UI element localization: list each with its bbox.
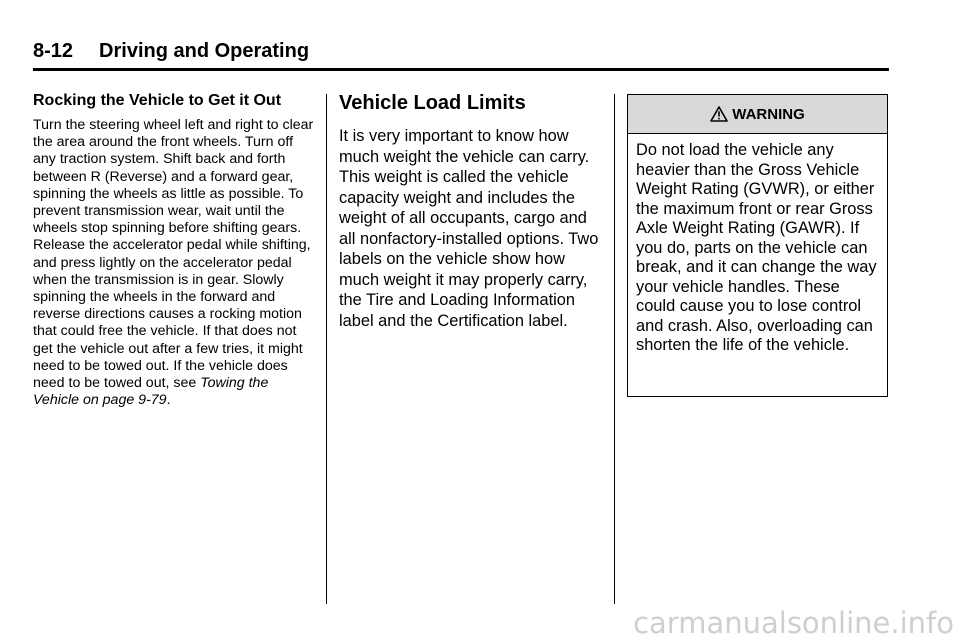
warning-header <box>628 95 887 134</box>
column-divider-right <box>614 94 615 604</box>
vehicle-load-limits-body: It is very important to know how much weight the vehicle can carry. This weight is called the vehicle capacity weight and includes the weight of all occupants, cargo and all nonfactory-installed options. Two labels on the vehicle show how much weight it may properly carry, the Tire and Loading Information label and the Certification label. <box>339 127 599 330</box>
warning-triangle-icon <box>710 106 728 122</box>
middle-column <box>339 90 604 331</box>
warning-box <box>627 94 888 397</box>
vehicle-load-limits-heading: Vehicle Load Limits <box>339 92 526 114</box>
page-number: 8-12 <box>33 40 74 62</box>
towing-cross-reference-link[interactable]: Towing the Vehicle on page 9-79 <box>33 375 269 409</box>
left-column <box>33 91 315 409</box>
rocking-vehicle-text: Turn the steering wheel left and right to clear the area around the front wheels. Turn off any traction system. Shift back and forth between R (Reverse) and a forward gear, spinning the wheels as little as possible. To prevent transmission wear, wait until the wheels stop spinning before shifting gears. Release the accelerator pedal while shifting, and press lightly on the accelerator pedal when the transmission is in gear. Slowly spinning the wheels in the forward and reverse directions causes a rocking motion that could free the vehicle. If that does not get the vehicle out after a few tries, it might need to be towed out. If the vehicle does need to be towed out, see <box>33 117 314 392</box>
column-divider-left <box>326 94 327 604</box>
watermark: carmanualsonline.info <box>633 606 954 640</box>
page-header <box>33 38 889 71</box>
rocking-vehicle-body <box>33 117 315 409</box>
warning-body: Do not load the vehicle any heavier than the Gross Vehicle Weight Rating (GVWR), or either the maximum front or rear Gross Axle Weight Rating (GAWR). If you do, parts on the vehicle can break, and it can change the way your vehicle handles. These could cause you to lose control and crash. Also, overloading can shorten the life of the vehicle. <box>636 141 877 354</box>
section-title: Driving and Operating <box>99 40 310 62</box>
warning-title: WARNING <box>732 105 805 123</box>
rocking-vehicle-heading: Rocking the Vehicle to Get it Out <box>33 92 282 109</box>
xref-period: . <box>166 392 171 409</box>
